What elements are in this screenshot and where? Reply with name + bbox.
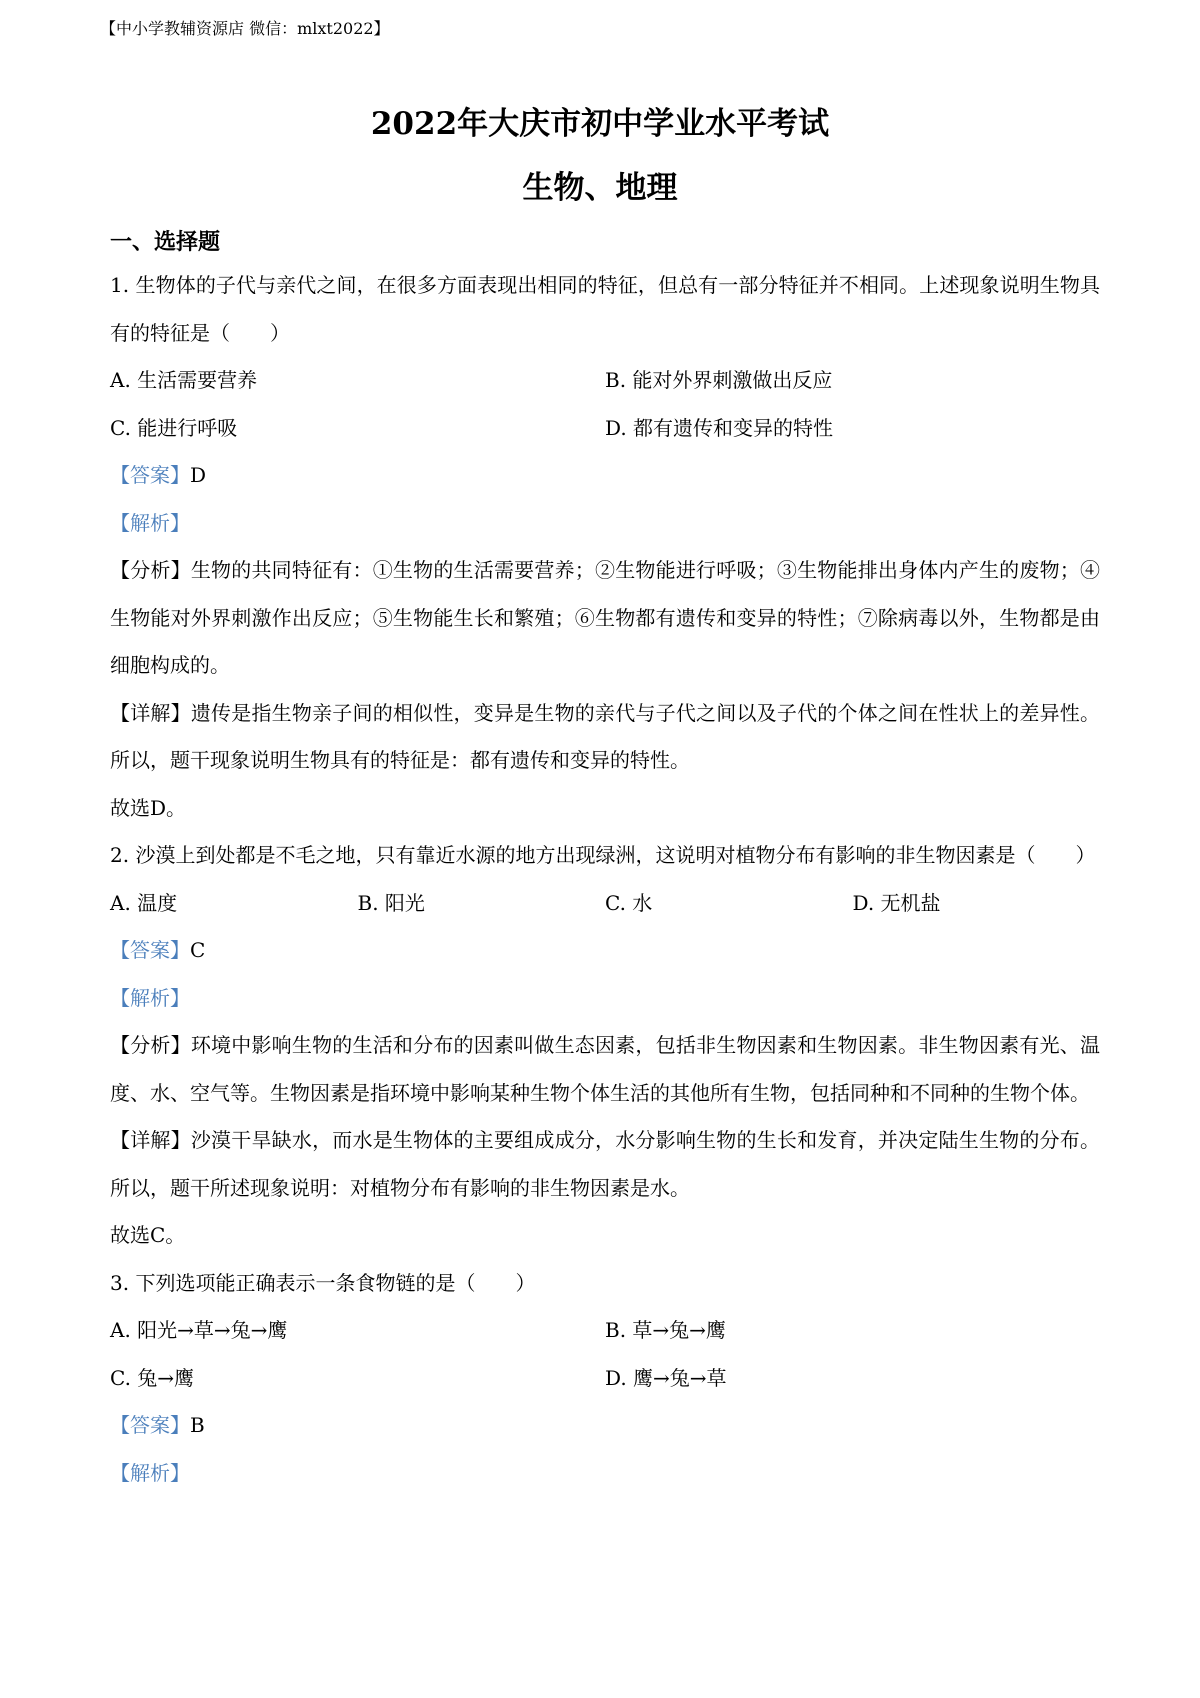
answer-line — [110, 452, 1100, 500]
explanation-heading — [110, 975, 1100, 1023]
question-1 — [110, 262, 1100, 832]
options-row — [110, 357, 1100, 405]
answer-label: 【答案】 — [110, 1413, 190, 1437]
explanation-label: 【解析】 — [110, 510, 190, 535]
analysis-paragraph — [110, 1022, 1100, 1117]
explanation-heading — [110, 500, 1100, 548]
question-stem: 2. 沙漠上到处都是不毛之地，只有靠近水源的地方出现绿洲，这说明对植物分布有影响的非生物因素是（ ） — [110, 843, 1096, 867]
options-row — [110, 880, 1100, 928]
answer-line — [110, 927, 1100, 975]
answer-label: 【答案】 — [110, 463, 190, 487]
conclusion: 故选D。 — [110, 795, 187, 820]
section-heading: 一、选择题 — [110, 229, 221, 255]
analysis-paragraph — [110, 547, 1100, 690]
analysis-label: 【分析】 — [110, 1033, 191, 1057]
question-2 — [110, 832, 1100, 1260]
detail-text: 沙漠干旱缺水，而水是生物体的主要组成成分，水分影响生物的生长和发育，并决定陆生生物的分布。所以，题干所述现象说明：对植物分布有影响的非生物因素是水。 — [110, 1128, 1101, 1200]
option-d: D. 都有遗传和变异的特性 — [605, 415, 834, 440]
detail-paragraph — [110, 690, 1100, 785]
options-row — [110, 405, 1100, 453]
answer-line — [110, 1402, 1100, 1450]
detail-paragraph — [110, 1117, 1100, 1212]
answer-label: 【答案】 — [110, 938, 190, 962]
page-title: 2022年大庆市初中学业水平考试 — [370, 106, 830, 142]
question-3 — [110, 1260, 1100, 1498]
explanation-label: 【解析】 — [110, 985, 190, 1010]
header-note: 【中小学教辅资源店 微信：mlxt2022】 — [100, 19, 390, 38]
detail-label: 【详解】 — [110, 1128, 191, 1152]
options-row — [110, 1355, 1100, 1403]
option-b: B. 能对外界刺激做出反应 — [605, 368, 833, 392]
option-c: C. 水 — [605, 890, 653, 915]
option-c: C. 能进行呼吸 — [110, 415, 238, 440]
answer-value: C — [190, 938, 206, 962]
explanation-label: 【解析】 — [110, 1460, 190, 1485]
answer-value: D — [190, 463, 207, 487]
explanation-heading — [110, 1450, 1100, 1498]
option-d: D. 无机盐 — [852, 890, 941, 915]
option-a: A. 温度 — [110, 890, 178, 915]
answer-value: B — [190, 1413, 205, 1437]
option-c: C. 兔→鹰 — [110, 1365, 195, 1390]
question-stem: 3. 下列选项能正确表示一条食物链的是（ ） — [110, 1270, 536, 1295]
detail-label: 【详解】 — [110, 700, 191, 725]
page-subtitle: 生物、地理 — [522, 170, 678, 206]
option-d: D. 鹰→兔→草 — [605, 1365, 727, 1390]
detail-text: 遗传是指生物亲子间的相似性，变异是生物的亲代与子代之间以及子代的个体之间在性状上的差异性。所以，题干现象说明生物具有的特征是：都有遗传和变异的特性。 — [110, 700, 1101, 772]
analysis-label: 【分析】 — [110, 558, 191, 582]
option-b: B. 草→兔→鹰 — [605, 1318, 726, 1342]
option-a: A. 阳光→草→兔→鹰 — [110, 1318, 288, 1342]
content — [110, 222, 1100, 1497]
option-b: B. 阳光 — [357, 890, 425, 915]
option-a: A. 生活需要营养 — [110, 368, 258, 392]
options-row — [110, 1307, 1100, 1355]
analysis-text: 环境中影响生物的生活和分布的因素叫做生态因素，包括非生物因素和生物因素。非生物因素有光、温度、水、空气等。生物因素是指环境中影响某种生物个体生活的其他所有生物，包括同种和不同种的生物个体。 — [110, 1033, 1101, 1105]
analysis-text: 生物的共同特征有：①生物的生活需要营养；②生物能进行呼吸；③生物能排出身体内产生的废物；④生物能对外界刺激作出反应；⑤生物能生长和繁殖；⑥生物都有遗传和变异的特性；⑦除病毒以外，生物都是由细胞构成的。 — [110, 558, 1101, 677]
conclusion: 故选C。 — [110, 1223, 186, 1247]
question-stem: 1. 生物体的子代与亲代之间，在很多方面表现出相同的特征，但总有一部分特征并不相同。上述现象说明生物具有的特征是（ ） — [110, 273, 1100, 345]
